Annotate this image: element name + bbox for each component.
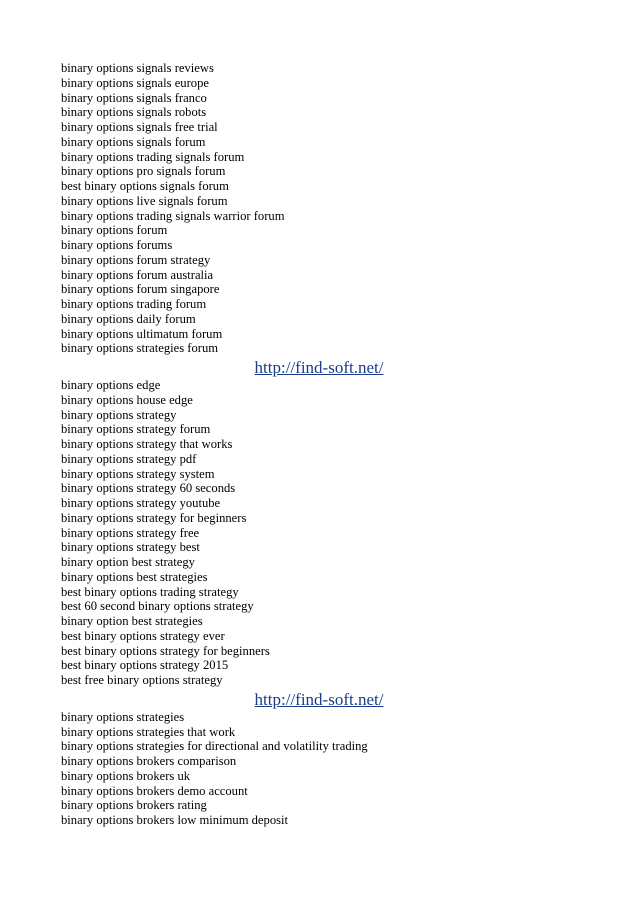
keyword-line: binary options forum strategy <box>61 252 211 267</box>
keyword-line: binary options forums <box>61 238 173 252</box>
link-row <box>61 689 577 710</box>
keyword-line: binary options brokers rating <box>61 798 207 813</box>
keyword-line: binary options house edge <box>61 392 193 407</box>
keyword-line: binary options daily forum <box>61 311 196 326</box>
keyword-line: best binary options signals forum <box>61 179 229 193</box>
keyword-line: binary options brokers low minimum deposit <box>61 813 289 827</box>
keyword-line: best binary options strategy for beginners <box>61 643 270 658</box>
keyword-line: binary options edge <box>61 378 161 392</box>
keyword-line: binary options live signals forum <box>61 193 228 208</box>
keyword-line: binary options ultimatum forum <box>61 326 223 341</box>
keyword-line: binary options pro signals forum <box>61 164 226 179</box>
keyword-line: binary options strategy for beginners <box>61 510 247 525</box>
link-row <box>61 357 577 378</box>
keyword-line: best binary options strategy ever <box>61 628 225 643</box>
keyword-line: binary options signals franco <box>61 90 207 105</box>
keyword-line: binary options signals forum <box>61 134 206 149</box>
keyword-line: binary options signals reviews <box>61 61 214 75</box>
keyword-line: binary options strategy that works <box>61 437 233 451</box>
keyword-line: binary options strategy free <box>61 525 200 540</box>
keyword-line: binary options signals robots <box>61 105 207 120</box>
keyword-line: binary options strategy <box>61 407 177 422</box>
keyword-line: binary options forum <box>61 223 168 238</box>
keyword-section <box>61 61 577 356</box>
keyword-line: binary options trading signals forum <box>61 149 245 164</box>
keyword-line: binary options best strategies <box>61 569 208 584</box>
keyword-line: best free binary options strategy <box>61 673 223 687</box>
keyword-line: binary options brokers comparison <box>61 754 237 768</box>
keyword-line: binary options strategy 60 seconds <box>61 481 236 496</box>
keyword-section <box>61 710 577 828</box>
keyword-line: best binary options strategy 2015 <box>61 658 229 673</box>
keyword-line: binary options strategies that work <box>61 724 236 739</box>
keyword-line: binary options strategy pdf <box>61 451 197 466</box>
keyword-line: binary options brokers uk <box>61 768 191 783</box>
keyword-line: binary options forum singapore <box>61 282 220 297</box>
keyword-line: binary option best strategy <box>61 555 195 569</box>
keyword-line: binary options trading signals warrior forum <box>61 208 285 223</box>
keyword-line: binary option best strategies <box>61 614 203 628</box>
keyword-line: binary options strategies for directional and volatility trading <box>61 739 368 754</box>
keyword-line: binary options strategies forum <box>61 341 219 356</box>
site-link[interactable]: http://find-soft.net/ <box>254 358 384 377</box>
keyword-line: best binary options trading strategy <box>61 584 239 599</box>
keyword-line: binary options strategy forum <box>61 422 211 437</box>
keyword-line: binary options trading forum <box>61 297 207 311</box>
keyword-line: best 60 second binary options strategy <box>61 599 254 614</box>
document-page <box>61 61 577 828</box>
keyword-line: binary options forum australia <box>61 267 214 282</box>
keyword-line: binary options brokers demo account <box>61 783 248 798</box>
site-link[interactable]: http://find-soft.net/ <box>254 689 384 709</box>
keyword-line: binary options strategy youtube <box>61 496 221 510</box>
keyword-section <box>61 378 577 688</box>
keyword-line: binary options signals europe <box>61 75 209 90</box>
keyword-line: binary options strategy best <box>61 540 200 555</box>
keyword-line: binary options strategy system <box>61 466 215 481</box>
keyword-line: binary options signals free trial <box>61 120 218 134</box>
keyword-line: binary options strategies <box>61 709 185 724</box>
